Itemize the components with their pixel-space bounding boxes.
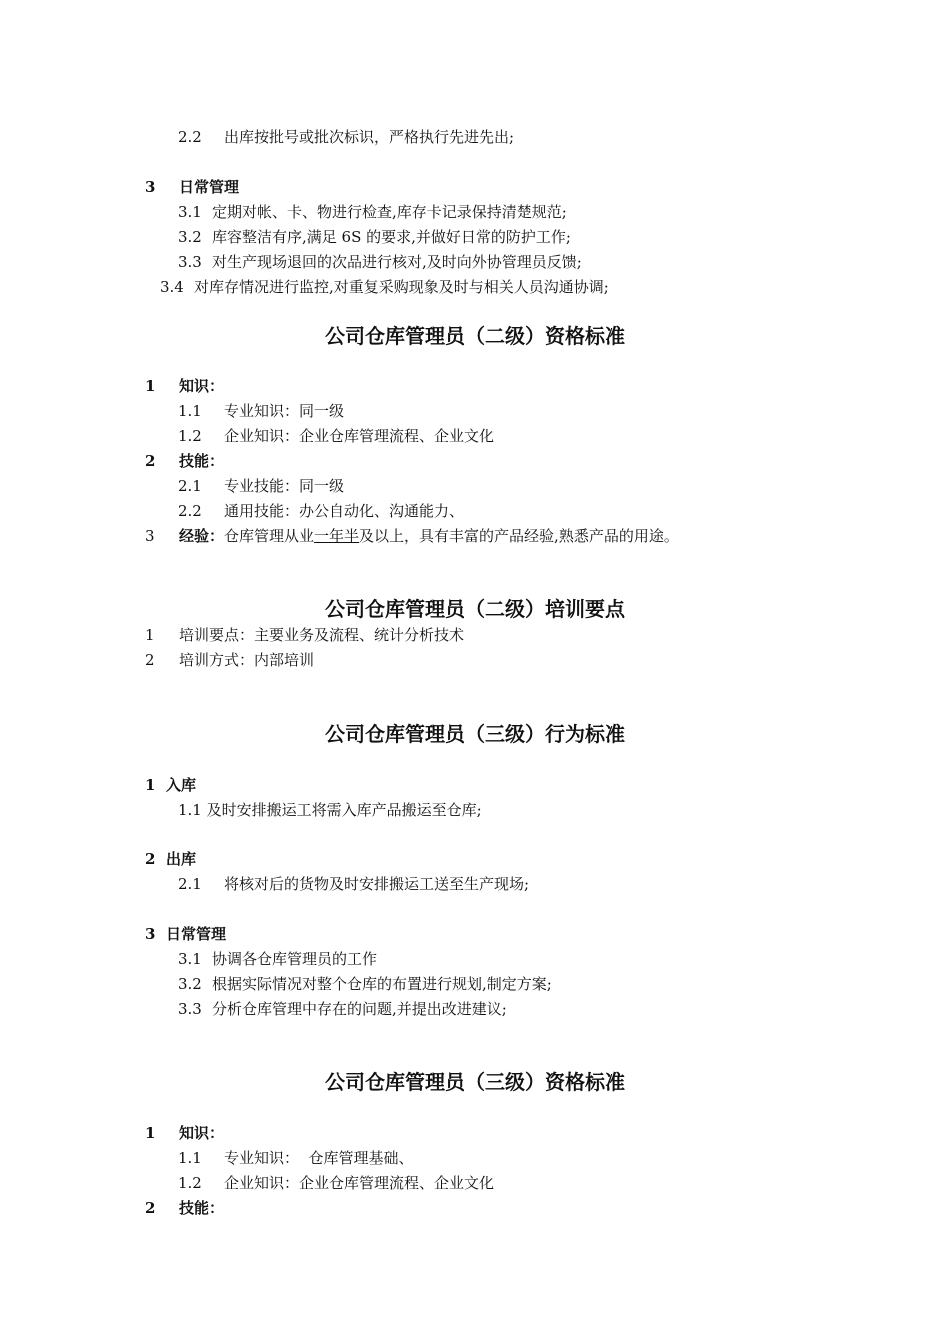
item-3-1: 3.1 定期对帐、卡、物进行检查,库存卡记录保持清楚规范; [178, 203, 567, 221]
qual2-heading: 公司仓库管理员（二级）资格标准 [325, 324, 625, 348]
train2-point-2: 2 培训方式：内部培训 [145, 651, 315, 669]
qual2-knowledge: 1 知识： [145, 377, 225, 395]
item-3-4: 3.4 对库存情况进行监控,对重复采购现象及时与相关人员沟通协调; [160, 278, 609, 296]
qual2-skills-1: 2.1 专业技能：同一级 [178, 477, 345, 495]
item-2-2: 2.2 出库按批号或批次标识，严格执行先进先出; [178, 128, 515, 146]
behav3-outbound: 2 出库 [145, 850, 197, 868]
behav3-inbound: 1 入库 [145, 776, 197, 794]
behav3-daily-2: 3.2 根据实际情况对整个仓库的布置进行规划,制定方案; [178, 975, 552, 993]
qual2-skills: 2 技能： [145, 452, 225, 470]
train2-heading: 公司仓库管理员（二级）培训要点 [325, 597, 625, 621]
behav3-daily: 3 日常管理 [145, 925, 227, 943]
qual2-knowledge-1: 1.1 专业知识：同一级 [178, 402, 345, 420]
train2-point-1: 1 培训要点：主要业务及流程、统计分析技术 [145, 626, 465, 644]
qual2-skills-2: 2.2 通用技能：办公自动化、沟通能力、 [178, 502, 465, 520]
behav3-heading: 公司仓库管理员（三级）行为标准 [325, 722, 625, 746]
behav3-daily-3: 3.3 分析仓库管理中存在的问题,并提出改进建议; [178, 1000, 507, 1018]
behav3-inbound-1: 1.1 及时安排搬运工将需入库产品搬运至仓库; [178, 801, 482, 819]
qual2-experience: 3 经验：仓库管理从业一年半及以上，具有丰富的产品经验,熟悉产品的用途。 [145, 527, 679, 545]
qual2-knowledge-2: 1.2 企业知识：企业仓库管理流程、企业文化 [178, 427, 495, 445]
qual3-knowledge-1: 1.1 专业知识： 仓库管理基础、 [178, 1149, 414, 1167]
qual3-knowledge: 1 知识： [145, 1124, 225, 1142]
qual3-knowledge-2: 1.2 企业知识：企业仓库管理流程、企业文化 [178, 1174, 495, 1192]
qual3-heading: 公司仓库管理员（三级）资格标准 [325, 1070, 625, 1094]
behav3-daily-1: 3.1 协调各仓库管理员的工作 [178, 950, 378, 968]
item-3-2: 3.2 库容整洁有序,满足 6S 的要求,并做好日常的防护工作; [178, 228, 571, 246]
item-3-3: 3.3 对生产现场退回的次品进行核对,及时向外协管理员反馈; [178, 253, 582, 271]
behav3-outbound-1: 2.1 将核对后的货物及时安排搬运工送至生产现场; [178, 875, 530, 893]
qual3-skills: 2 技能： [145, 1199, 225, 1217]
daily-management-heading: 3 日常管理 [145, 178, 240, 196]
